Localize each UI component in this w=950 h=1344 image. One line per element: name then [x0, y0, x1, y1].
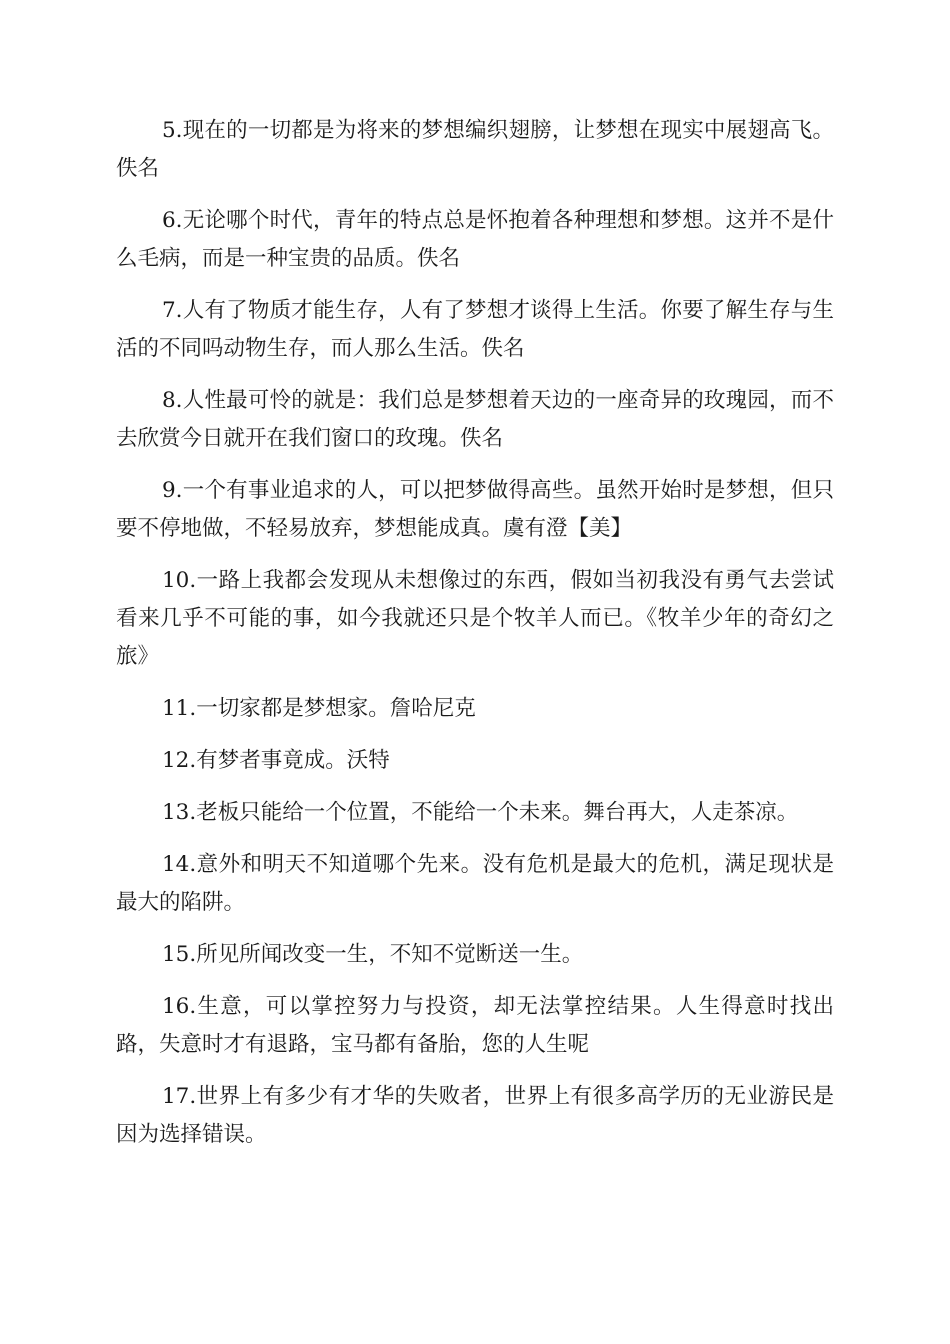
quote-paragraph-8: 8.人性最可怜的就是：我们总是梦想着天边的一座奇异的玫瑰园，而不去欣赏今日就开在我们窗口的玫瑰。佚名 — [116, 388, 834, 451]
quote-paragraph-9: 9.一个有事业追求的人，可以把梦做得高些。虽然开始时是梦想，但只要不停地做，不轻易放弃，梦想能成真。虞有澄【美】 — [116, 478, 834, 541]
quote-paragraph-5: 5.现在的一切都是为将来的梦想编织翅膀，让梦想在现实中展翅高飞。佚名 — [116, 118, 834, 181]
quote-paragraph-6: 6.无论哪个时代，青年的特点总是怀抱着各种理想和梦想。这并不是什么毛病，而是一种宝贵的品质。佚名 — [116, 208, 834, 271]
quote-paragraph-17: 17.世界上有多少有才华的失败者，世界上有很多高学历的无业游民是因为选择错误。 — [116, 1084, 834, 1147]
document-body — [116, 112, 834, 1168]
quote-paragraph-7: 7.人有了物质才能生存，人有了梦想才谈得上生活。你要了解生存与生活的不同吗动物生存，而人那么生活。佚名 — [116, 298, 834, 361]
quote-paragraph-13: 13.老板只能给一个位置，不能给一个未来。舞台再大，人走茶凉。 — [162, 800, 799, 825]
quote-paragraph-11: 11.一切家都是梦想家。詹哈尼克 — [162, 696, 476, 721]
quote-paragraph-10: 10.一路上我都会发现从未想像过的东西，假如当初我没有勇气去尝试看来几乎不可能的事，如今我就还只是个牧羊人而已。《牧羊少年的奇幻之旅》 — [116, 568, 834, 669]
quote-paragraph-16: 16.生意，可以掌控努力与投资，却无法掌控结果。人生得意时找出路，失意时才有退路，宝马都有备胎，您的人生呢 — [116, 994, 834, 1057]
quote-paragraph-12: 12.有梦者事竟成。沃特 — [162, 748, 390, 773]
quote-paragraph-14: 14.意外和明天不知道哪个先来。没有危机是最大的危机，满足现状是最大的陷阱。 — [116, 852, 834, 915]
quote-paragraph-15: 15.所见所闻改变一生，不知不觉断送一生。 — [162, 942, 584, 967]
